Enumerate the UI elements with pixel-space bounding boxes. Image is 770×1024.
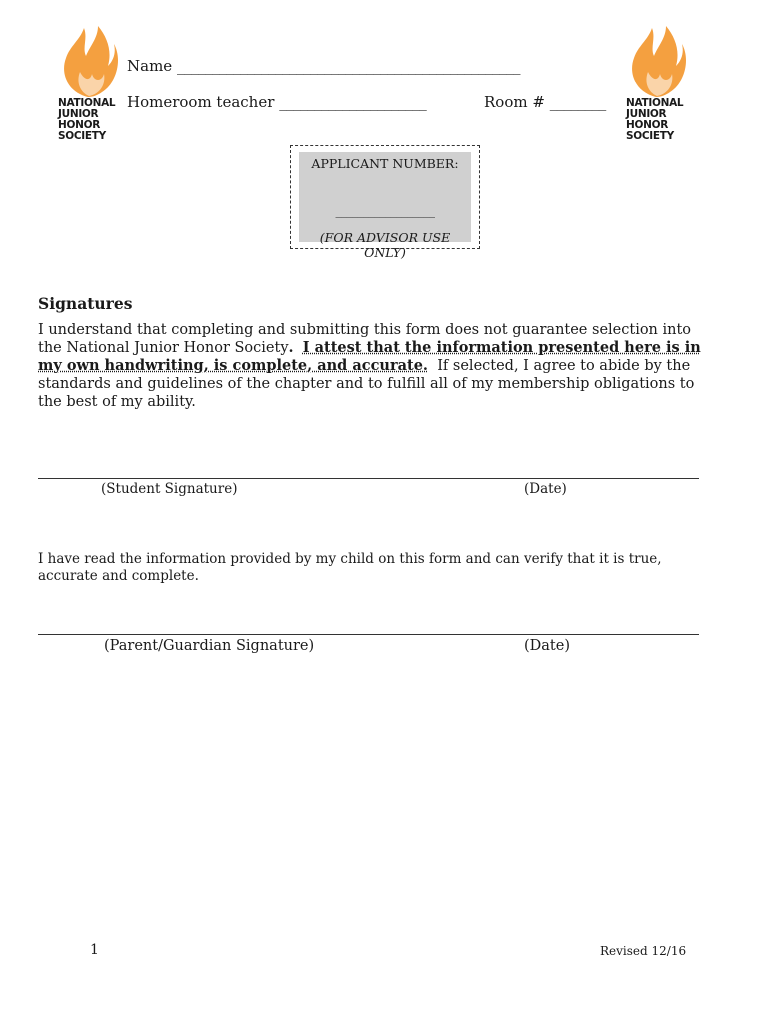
signatures-heading: Signatures bbox=[38, 294, 133, 313]
njhs-logo-left bbox=[58, 22, 120, 144]
parent-signature-line[interactable] bbox=[38, 634, 699, 635]
torch-flame-icon bbox=[626, 22, 688, 98]
student-signature-label: (Student Signature) bbox=[101, 481, 238, 497]
page-number: 1 bbox=[90, 942, 99, 958]
applicant-number-blank: __________________ bbox=[335, 204, 435, 218]
student-date-label: (Date) bbox=[524, 481, 567, 497]
name-blank[interactable]: _________________________________________________ bbox=[176, 57, 520, 75]
applicant-number-label: APPLICANT NUMBER: bbox=[311, 156, 459, 171]
logo-wordmark: NATIONAL JUNIOR HONOR SOCIETY bbox=[626, 97, 684, 142]
logo-wordmark: NATIONAL JUNIOR HONOR SOCIETY bbox=[58, 97, 116, 142]
homeroom-blank[interactable]: _____________________ bbox=[279, 93, 427, 111]
student-signature-line[interactable] bbox=[38, 478, 699, 479]
revision-date: Revised 12/16 bbox=[600, 944, 687, 958]
advisor-use-note: (FOR ADVISOR USE ONLY) bbox=[319, 230, 451, 260]
name-field[interactable] bbox=[127, 57, 520, 75]
torch-flame-icon bbox=[58, 22, 120, 98]
homeroom-label: Homeroom teacher bbox=[127, 93, 275, 111]
applicant-number-box bbox=[290, 145, 480, 260]
room-field[interactable] bbox=[484, 93, 606, 111]
room-blank[interactable]: ________ bbox=[549, 93, 606, 111]
parent-signature-label: (Parent/Guardian Signature) bbox=[104, 638, 315, 654]
parent-verification-paragraph: I have read the information provided by my child on this form and can verify that it is true, accurate and complete. bbox=[38, 551, 662, 584]
room-label: Room # bbox=[484, 93, 545, 111]
njhs-logo-right bbox=[626, 22, 688, 144]
attestation-paragraph: I understand that completing and submitting this form does not guarantee selection into the National Junior Honor Society. I attest that the information presented here is in my own handwriting, is complete, and accurate. If selected, I agree to abide by the standards and guidelines of the chapter and to fulfill all of my membership obligations to the best of my ability. bbox=[38, 322, 701, 410]
homeroom-field[interactable] bbox=[127, 93, 426, 111]
applicant-number-shade bbox=[299, 152, 471, 260]
parent-date-label: (Date) bbox=[524, 638, 570, 654]
name-label: Name bbox=[127, 57, 173, 75]
attestation-statement: I attest that the information presented here is in my own handwriting, is complete, and accurate. bbox=[38, 339, 701, 374]
